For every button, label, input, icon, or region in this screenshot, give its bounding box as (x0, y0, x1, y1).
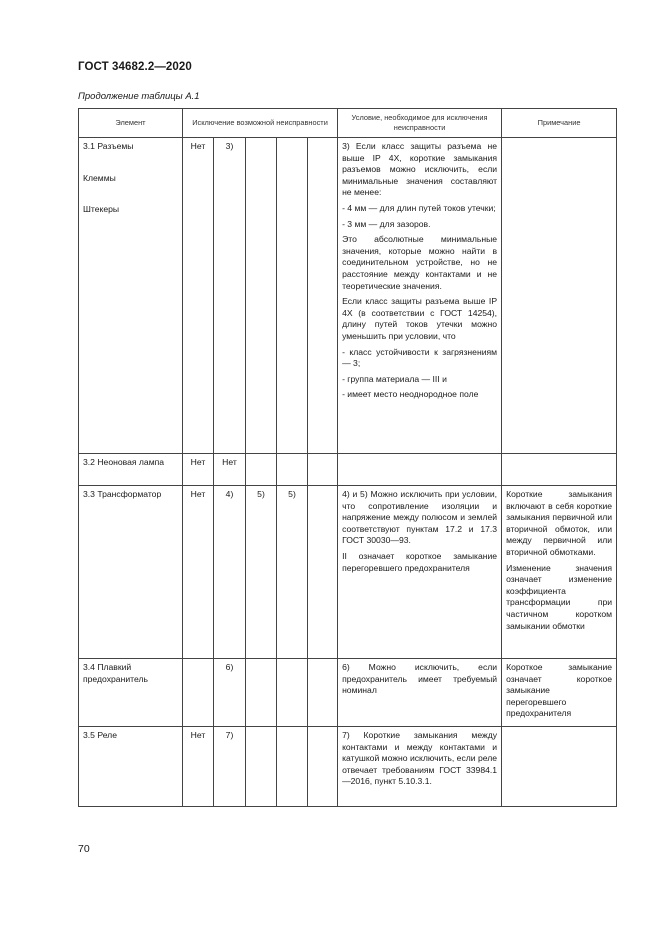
table-row (79, 659, 617, 727)
table-caption: Продолжение таблицы А.1 (78, 91, 200, 102)
cell-exclusion-c2: 6) (214, 659, 246, 727)
cell-condition (338, 454, 502, 486)
table-row (79, 486, 617, 659)
cell-exclusion-c5 (308, 138, 338, 454)
column-header-note: Примечание (502, 109, 617, 138)
cell-element (79, 138, 183, 454)
cell-exclusion-c2: 4) (214, 486, 246, 659)
condition-paragraph: - 4 мм — для длин путей токов утечки; (342, 202, 496, 213)
cell-exclusion-c1: Нет (183, 454, 214, 486)
cell-exclusion-c5 (308, 486, 338, 659)
cell-condition (338, 727, 502, 807)
element-name: 3.1 Разъемы (83, 141, 134, 151)
cell-exclusion-c4 (277, 659, 308, 727)
condition-paragraph: - класс устойчивости к загрязнениям — 3; (342, 346, 498, 369)
cell-condition (338, 486, 502, 659)
cell-exclusion-c1: Нет (183, 486, 214, 659)
cell-exclusion-c2: Нет (214, 454, 246, 486)
condition-paragraph: 6) Можно исключить, если предохранитель имеет требуемый номинал (342, 662, 498, 696)
element-name: 3.5 Реле (83, 730, 117, 740)
cell-condition (338, 659, 502, 727)
cell-exclusion-c3 (246, 454, 277, 486)
table-row (79, 727, 617, 807)
cell-note (502, 659, 617, 727)
cell-note (502, 486, 617, 659)
cell-element (79, 454, 183, 486)
table-row (79, 454, 617, 486)
cell-exclusion-c4 (277, 138, 308, 454)
table-body (79, 138, 617, 807)
cell-note (502, 454, 617, 486)
cell-exclusion-c3 (246, 727, 277, 807)
cell-exclusion-c3: 5) (246, 486, 277, 659)
cell-exclusion-c5 (308, 727, 338, 807)
note-paragraph: Короткое замыкание означает короткое замыкание перегоревшего предохранителя (506, 662, 613, 719)
condition-paragraph: 4) и 5) Можно исключить при условии, что сопротивление изоляции и напряжение между полюсом и землей соответствуют пунктам 17.2 и 17.3 ГОСТ 30030—93. (342, 489, 498, 546)
condition-paragraph: 3) Если класс защиты разъема не выше IP 4X, короткие замыкания разъемов можно исключить, если минимальные значения составляют не менее: (342, 141, 498, 198)
column-header-element: Элемент (79, 109, 183, 138)
document-header: ГОСТ 34682.2—2020 (78, 61, 192, 73)
cell-exclusion-c3 (246, 138, 277, 454)
cell-exclusion-c3 (246, 659, 277, 727)
condition-paragraph: 7) Короткие замыкания между контактами и между контактами и катушкой можно исключить, если реле отвечает требованиям ГОСТ 33984.1—2016, пункт 5.10.3.1. (342, 730, 498, 787)
page-number: 70 (78, 843, 90, 855)
condition-paragraph: - группа материала — III и (342, 373, 447, 384)
note-paragraph: Короткие замыкания включают в себя короткие замыкания первичной или вторичной обмоток, или между первичной или вторичной обмотками. (506, 489, 613, 557)
condition-paragraph: - 3 мм — для зазоров. (342, 218, 431, 229)
condition-paragraph: Если класс защиты разъема выше IP 4X (в соответствии с ГОСТ 14254), длину путей токов утечки можно уменьшить при условии, что (342, 296, 498, 341)
cell-condition (338, 138, 502, 454)
cell-exclusion-c4 (277, 454, 308, 486)
element-name: 3.3 Трансформатор (83, 489, 162, 499)
cell-exclusion-c2: 7) (214, 727, 246, 807)
column-header-condition: Условие, необходимое для исключения неисправности (338, 109, 502, 138)
condition-paragraph: Это абсолютные минимальные значения, которые можно найти в соединительном устройстве, но не расстояние между контактами и не теоретические значения. (342, 234, 498, 291)
condition-paragraph: - имеет место неоднородное поле (342, 389, 479, 400)
element-name: Клеммы (83, 172, 116, 183)
element-name: 3.2 Неоновая лампа (83, 457, 165, 467)
condition-paragraph: II означает короткое замыкание перегоревшего предохранителя (342, 550, 498, 573)
cell-exclusion-c5 (308, 659, 338, 727)
cell-note (502, 138, 617, 454)
cell-element (79, 659, 183, 727)
cell-element (79, 486, 183, 659)
note-paragraph: Изменение значения означает изменение коэффициента трансформации при частичном коротком замыкании обмотки (506, 562, 613, 631)
cell-exclusion-c1: Нет (183, 727, 214, 807)
table-a1 (78, 108, 617, 807)
cell-exclusion-c1 (183, 659, 214, 727)
cell-exclusion-c2: 3) (214, 138, 246, 454)
cell-exclusion-c1: Нет (183, 138, 214, 454)
element-name: Штекеры (83, 204, 120, 215)
cell-note (502, 727, 617, 807)
element-name: 3.4 Плавкий предохранитель (83, 662, 148, 684)
cell-exclusion-c4 (277, 727, 308, 807)
cell-element (79, 727, 183, 807)
cell-exclusion-c4: 5) (277, 486, 308, 659)
column-header-exclusion: Исключение возможной неисправности (183, 109, 338, 138)
table-row (79, 138, 617, 454)
cell-exclusion-c5 (308, 454, 338, 486)
